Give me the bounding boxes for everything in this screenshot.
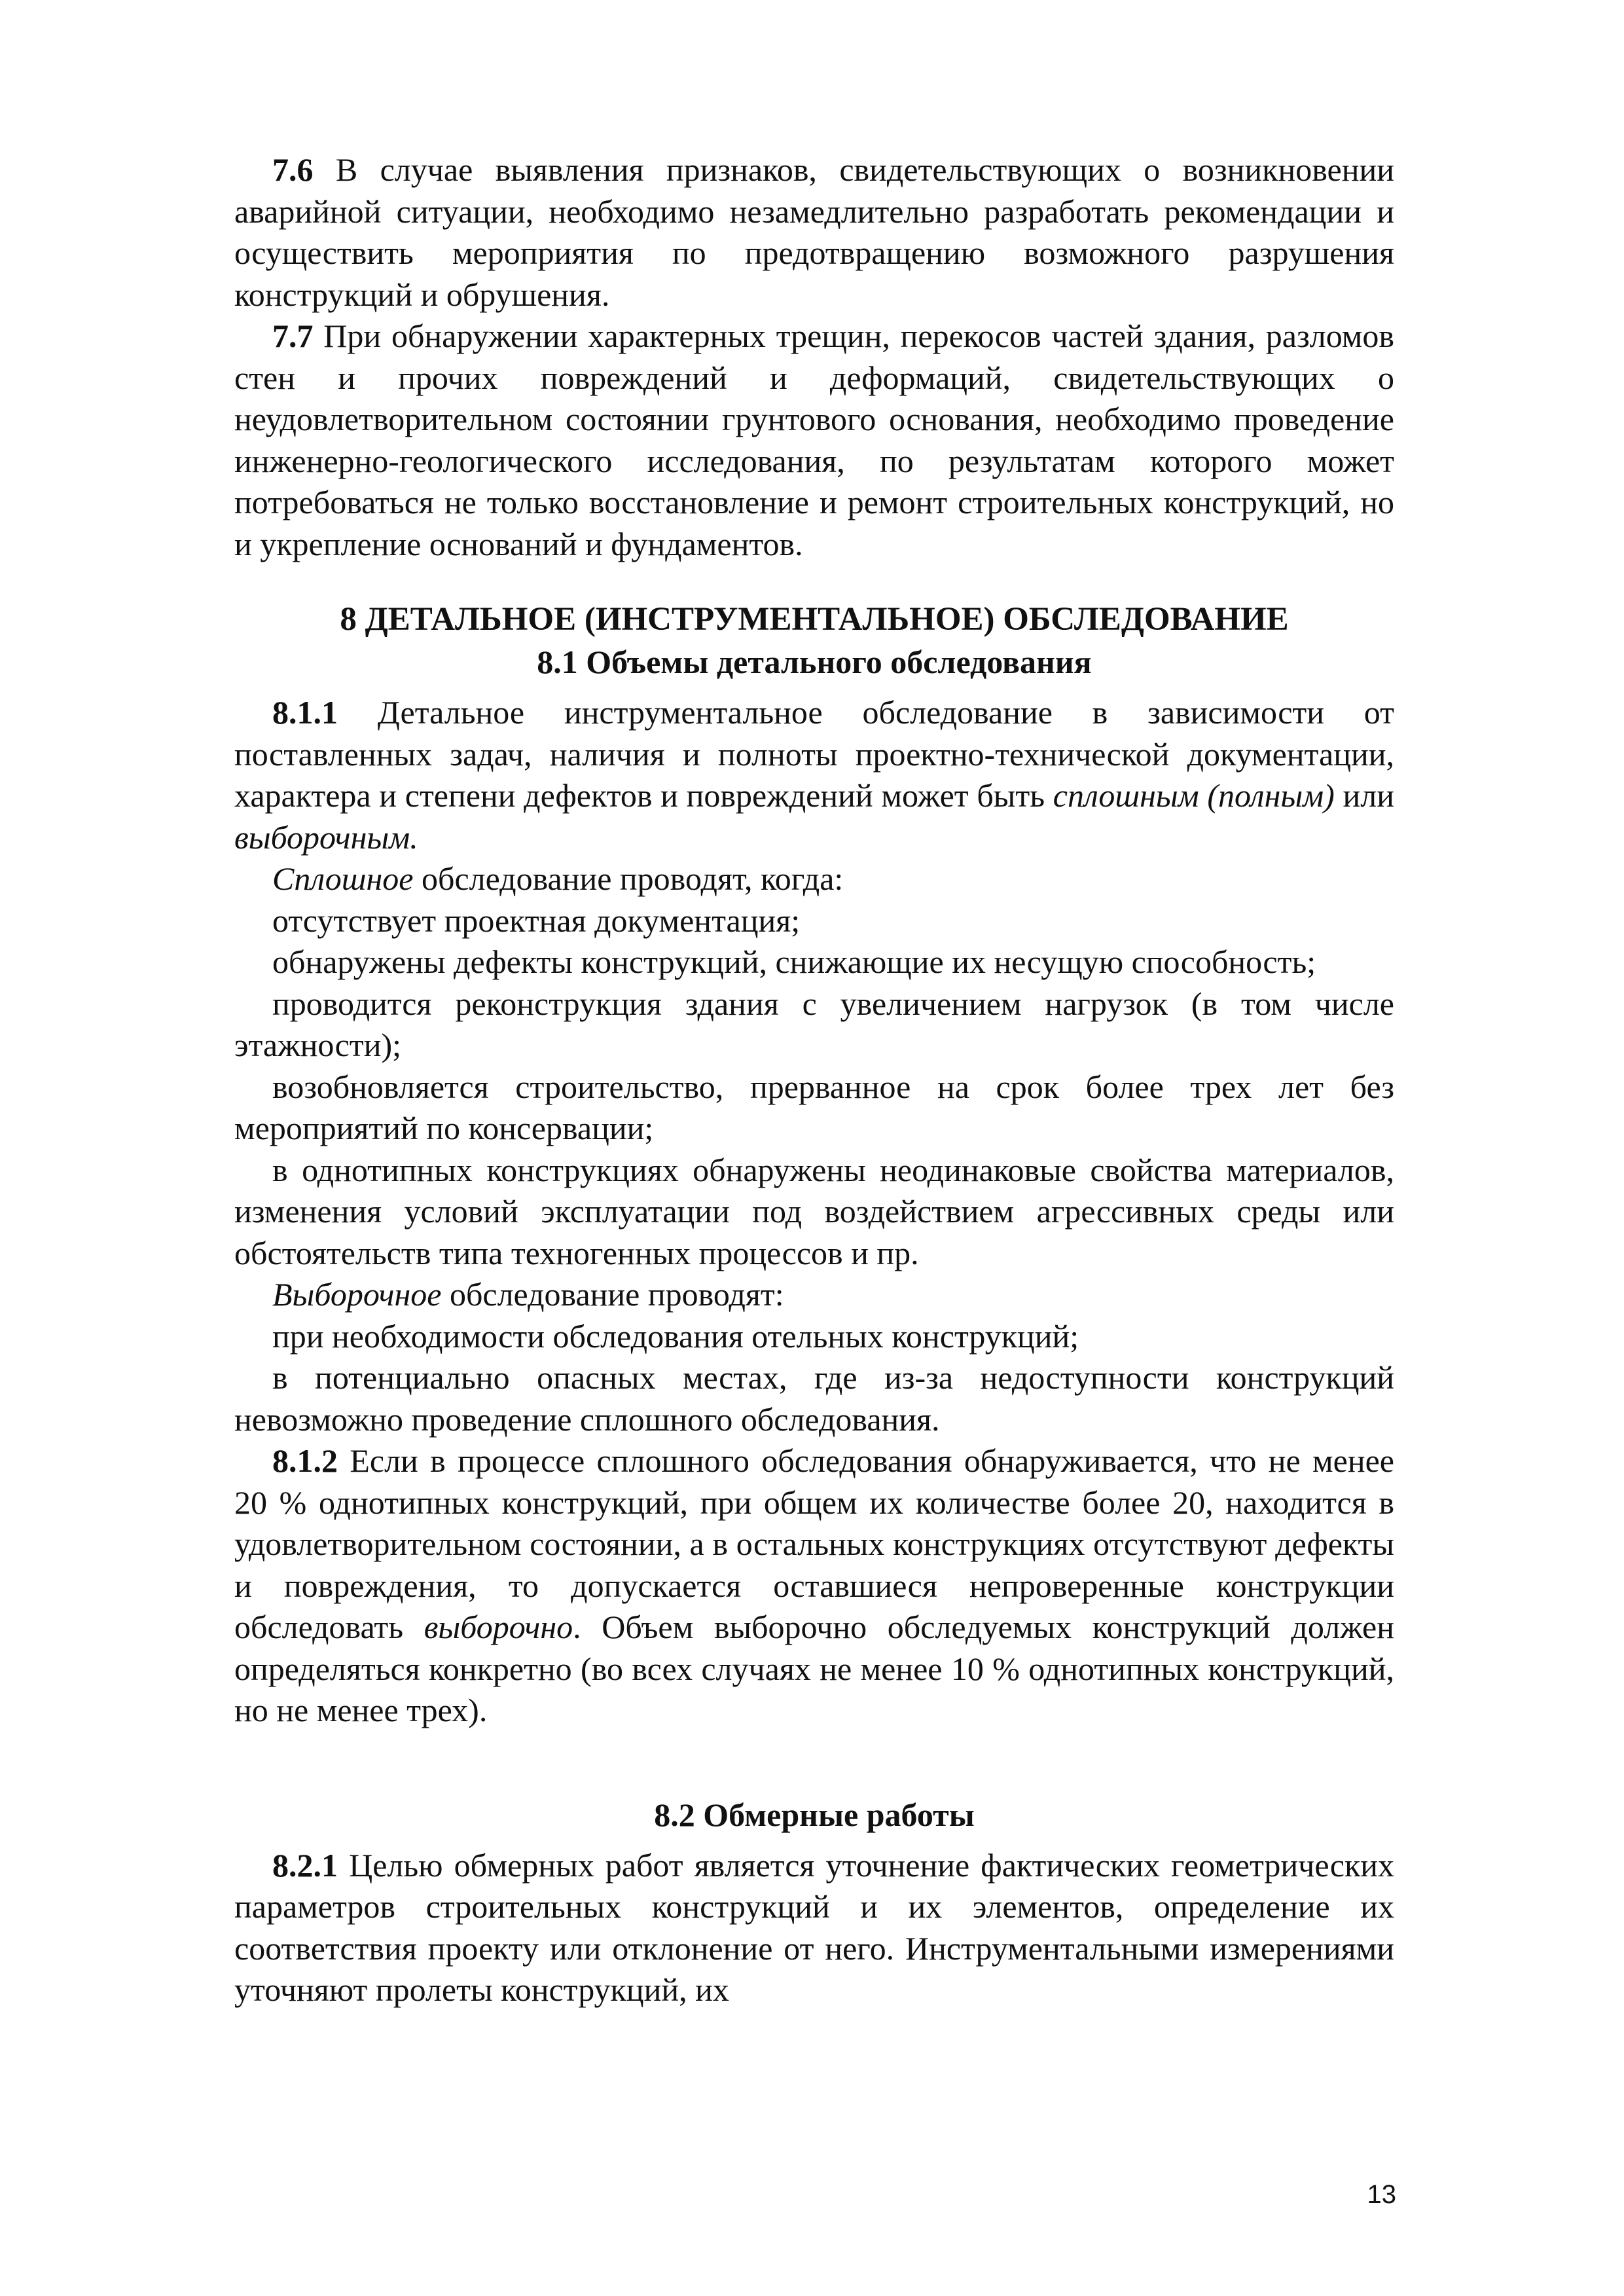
clause-number: 7.6 <box>272 151 314 188</box>
paragraph-text: При обнаружении характерных трещин, перекосов частей здания, разломов стен и прочих повреждений и деформаций, свидетельствующих о неудовлетворительном состоянии грунтового основания, необходимо проведение инженерно-геологического исследования, по результатам которого может потребоваться не только восстановление и ремонт строительных конструкций, но и укрепление оснований и фундаментов. <box>234 318 1394 562</box>
italic-term: выборочно <box>424 1609 573 1645</box>
paragraph-text: В случае выявления признаков, свидетельствующих о возникновении аварийной ситуации, необходимо незамедлительно разработать рекомендации и осуществить мероприятия по предотвращению возможного разрушения конструкций и обрушения. <box>234 151 1394 313</box>
list-item: при необходимости обследования отельных конструкций; <box>272 1317 1079 1355</box>
selective-survey-intro <box>234 1274 1394 1316</box>
page-number: 13 <box>1367 2180 1396 2209</box>
list-item: проводится реконструкция здания с увеличением нагрузок (в том числе этажности); <box>234 985 1394 1063</box>
italic-term: сплошным (полным) <box>1053 777 1335 814</box>
document-page <box>234 149 1394 2011</box>
paragraph-text: . Объем выборочно обследуемых конструкций должен определяться конкретно (во всех случаях не менее 10 % однотипных конструкций, но не менее трех). <box>234 1609 1394 1728</box>
list-item: обнаружены дефекты конструкций, снижающие их несущую способность; <box>272 943 1316 980</box>
paragraph-text: Целью обмерных работ является уточнение фактических геометрических параметров строительных конструкций и их элементов, определение их соответствия проекту или отклонение от него. Инструментальными измерениями уточняют пролеты конструкций, их <box>234 1846 1394 2008</box>
paragraph-8-1-1 <box>234 692 1394 858</box>
clause-number: 7.7 <box>272 318 314 354</box>
italic-term: Выборочное <box>272 1276 442 1313</box>
paragraph-7-7 <box>234 316 1394 565</box>
spacer <box>234 565 1394 599</box>
paragraph-text: Если в процессе сплошного обследования обнаруживается, что не менее 20 % однотипных конструкций, при общем их количестве более 20, находится в удовлетворительном состоянии, а в остальных конструкциях отсутствуют дефекты и повреждения, то допускается оставшиеся непроверенные конструкции обследовать <box>234 1442 1394 1645</box>
list-item: в потенциально опасных местах, где из-за недоступности конструкций невозможно проведение сплошного обследования. <box>234 1359 1394 1438</box>
italic-term: выборочным. <box>234 818 418 856</box>
paragraph-8-2-1 <box>234 1845 1394 2011</box>
section-8-heading: 8 ДЕТАЛЬНОЕ (ИНСТРУМЕНТАЛЬНОЕ) ОБСЛЕДОВАНИЕ <box>340 601 1289 638</box>
subsection-8-1-heading: 8.1 Объемы детального обследования <box>537 644 1092 680</box>
list-item: отсутствует проектная документация; <box>272 902 801 939</box>
clause-number: 8.1.1 <box>272 694 338 731</box>
paragraph-8-1-2 <box>234 1440 1394 1732</box>
paragraph-text: или <box>1334 777 1395 814</box>
clause-number: 8.2.1 <box>272 1846 338 1884</box>
paragraph-text: обследование проводят, когда: <box>413 860 844 897</box>
spacer <box>234 683 1394 692</box>
subsection-8-2-heading: 8.2 Обмерные работы <box>654 1796 975 1833</box>
spacer <box>234 1732 1394 1795</box>
paragraph-text: Детальное инструментальное обследование в зависимости от поставленных задач, наличия и полноты проектно-технической документации, характера и степени дефектов и повреждений может быть <box>234 694 1394 814</box>
paragraph-7-6 <box>234 149 1394 316</box>
full-survey-intro <box>234 858 1394 900</box>
clause-number: 8.1.2 <box>272 1442 338 1479</box>
paragraph-text: обследование проводят: <box>441 1276 784 1313</box>
list-item: в однотипных конструкциях обнаружены неодинаковые свойства материалов, изменения условий эксплуатации под воздействием агрессивных среды или обстоятельств типа техногенных процессов и пр. <box>234 1151 1394 1271</box>
spacer <box>234 1836 1394 1845</box>
italic-term: Сплошное <box>272 860 414 897</box>
list-item: возобновляется строительство, прерванное на срок более трех лет без мероприятий по консервации; <box>234 1068 1394 1146</box>
